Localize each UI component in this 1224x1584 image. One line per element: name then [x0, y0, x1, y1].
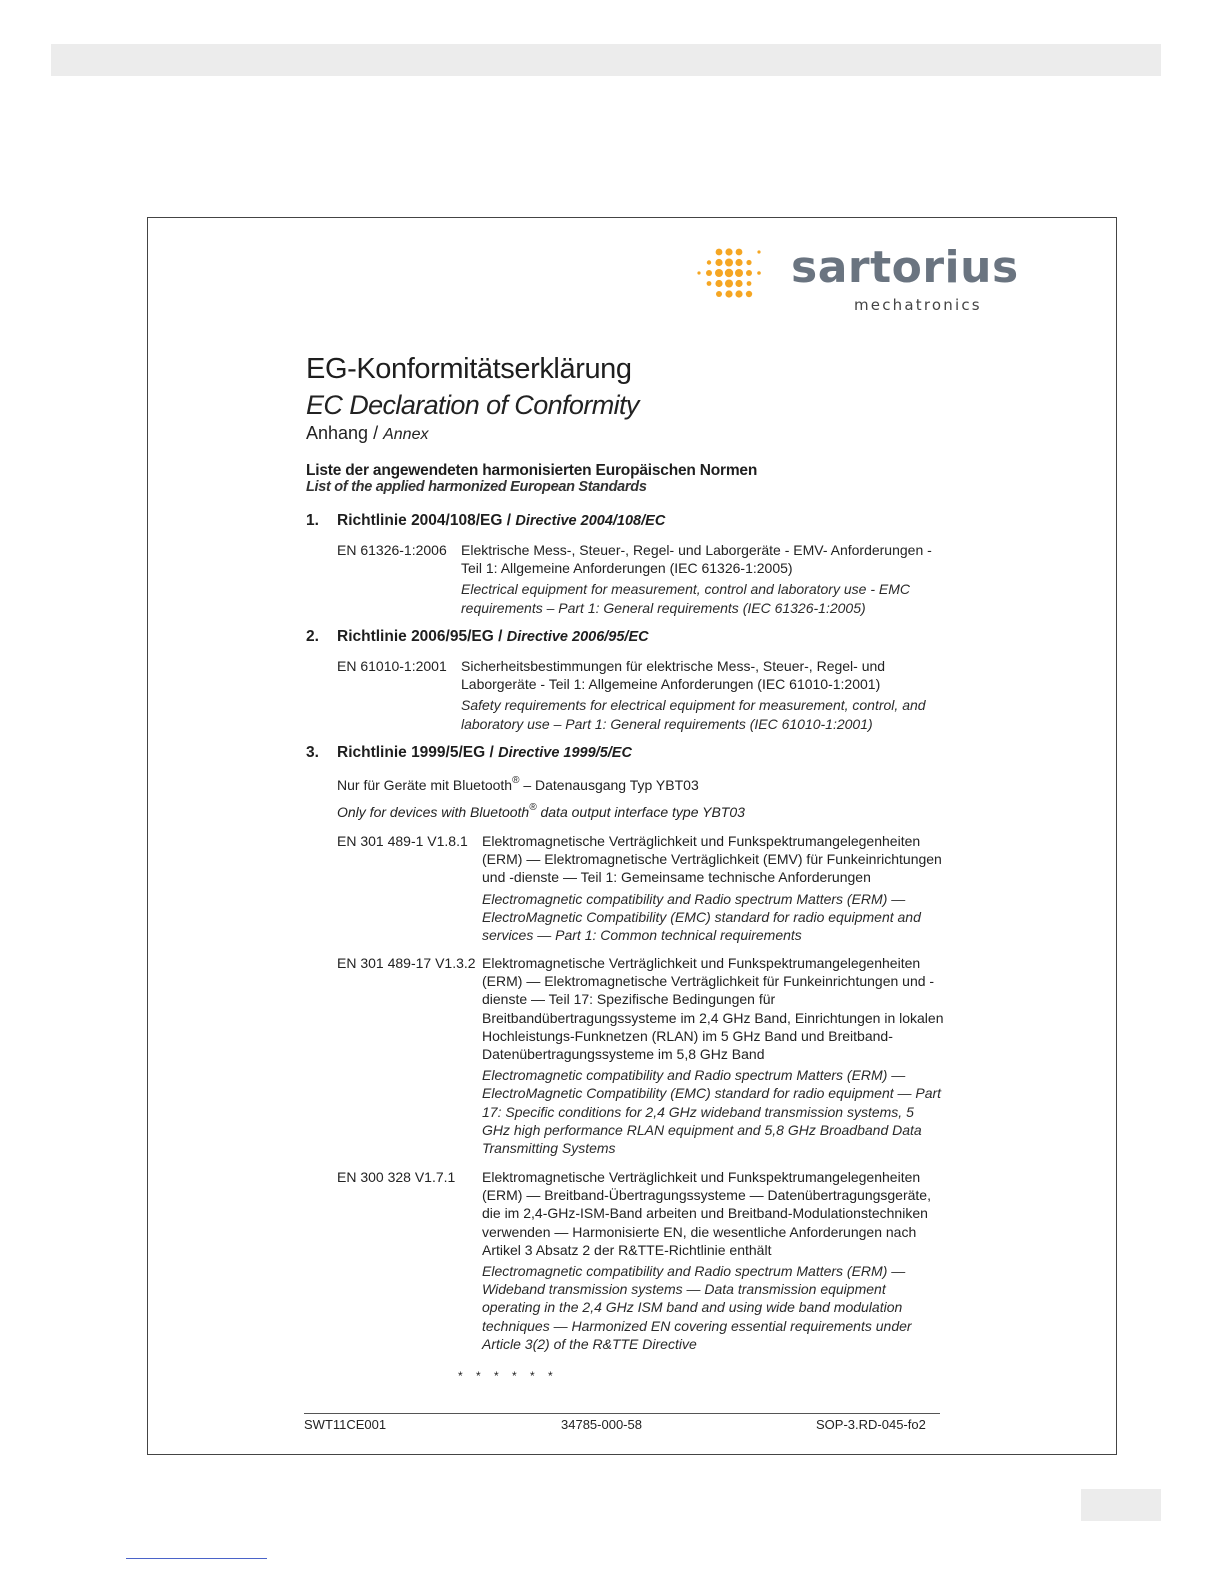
logo-dot — [746, 291, 752, 297]
logo-dot — [715, 259, 722, 266]
footer-center-code: 34785-000-58 — [561, 1417, 642, 1432]
registered-mark: ® — [529, 802, 537, 813]
section-number: 2. — [306, 628, 319, 645]
section-title-english: Directive 2004/108/EC — [515, 513, 666, 529]
standard-code: EN 61010-1:2001 — [337, 658, 447, 674]
bluetooth-note-english: Only for devices with Bluetooth® data output interface type YBT03 — [337, 802, 745, 820]
section-title-english: Directive 1999/5/EC — [498, 745, 632, 761]
logo-dot — [725, 259, 733, 267]
standard-description-english: Electromagnetic compatibility and Radio spectrum Matters (ERM) — Wideband transmission systems — Data transmission equipment operating in the 2,4 GHz ISM band and using wide band modulation techniques — Harmonized EN covering essential requirements under Article 3(2) of the R&TTE Directive — [482, 1263, 912, 1352]
annex-german: Anhang — [306, 423, 369, 443]
sartorius-logo — [693, 242, 1019, 316]
section-heading — [306, 744, 632, 762]
section-title-german: Richtlinie 2004/108/EG — [337, 512, 503, 529]
section-title-english: Directive 2006/95/EC — [506, 629, 649, 645]
section-heading — [306, 512, 665, 530]
logo-name: sartorius — [791, 242, 1019, 293]
section-title-german: Richtlinie 2006/95/EG — [337, 628, 494, 645]
standard-code: EN 61326-1:2006 — [337, 542, 447, 558]
logo-dot — [697, 271, 700, 274]
standard-description — [461, 657, 941, 733]
section-heading — [306, 628, 649, 646]
standard-code: EN 301 489-17 V1.3.2 — [337, 955, 476, 971]
logo-dot — [747, 281, 752, 286]
standard-description-german: Elektromagnetische Verträglichkeit und Funkspektrumangelegenheiten (ERM) — Breitband-Übertragungssysteme — Datenübertragungsgeräte, die im 2,4-GHz-ISM-Band arbeiten und Breitband-Modulationstechniken verwenden — Harmonisierte EN, die wesentliche Anforderungen nach Artikel 3 Absatz 2 der R&TTE-Richtlinie enthält — [482, 1169, 931, 1258]
registered-mark: ® — [512, 775, 520, 786]
standard-description — [482, 832, 944, 944]
logo-dot — [746, 270, 752, 276]
logo-dot — [735, 269, 743, 277]
logo-dot — [725, 280, 733, 288]
annex-separator: / — [373, 423, 379, 443]
footer-rule — [304, 1413, 940, 1414]
footer-right-code: SOP-3.RD-045-fo2 — [816, 1417, 926, 1432]
logo-dot — [706, 270, 712, 276]
end-stars: * * * * * * — [458, 1369, 558, 1383]
footer-link-underline[interactable] — [126, 1558, 267, 1559]
logo-dot — [707, 281, 712, 286]
section-separator: / — [498, 628, 503, 645]
section-number: 1. — [306, 512, 319, 529]
standard-description — [482, 1168, 944, 1353]
standard-description-english: Electromagnetic compatibility and Radio spectrum Matters (ERM) — ElectroMagnetic Compatibility (EMC) standard for radio equipment and services — Part 1: Common technical requirements — [482, 890, 921, 944]
logo-dot — [715, 269, 723, 277]
standard-description-english: Electromagnetic compatibility and Radio spectrum Matters (ERM) — ElectroMagnetic Compatibility (EMC) standard for radio equipment — Part 17: Specific conditions for 2,4 GHz wideband transmission systems, 5 GHz high performance RLAN equipment and 5,8 GHz Broadband Data Transmitting Systems — [482, 1067, 942, 1157]
logo-dot — [746, 260, 751, 265]
standard-description-english: Electrical equipment for measurement, control and laboratory use - EMC requirements – Part 1: General requirements (IEC 61326-1:2005) — [461, 581, 910, 616]
bluetooth-note-german: Nur für Geräte mit Bluetooth® – Datenausgang Typ YBT03 — [337, 775, 699, 793]
title-german: EG-Konformitätserklärung — [306, 353, 632, 385]
standard-description-german: Sicherheitsbestimmungen für elektrische Mess-, Steuer-, Regel- und Laborgeräte - Teil 1: Allgemeine Anforderungen (IEC 61010-1:2001) — [461, 658, 886, 693]
logo-dot — [735, 280, 742, 287]
logo-dot — [736, 249, 743, 256]
logo-dot — [716, 249, 723, 256]
logo-dots-icon — [693, 246, 767, 300]
logo-dot — [735, 259, 742, 266]
page-number-box — [1081, 1489, 1161, 1521]
annex-english: Annex — [383, 426, 429, 443]
standards-list-heading-german: Liste der angewendeten harmonisierten Europäischen Normen — [306, 462, 758, 479]
annex-line — [306, 423, 428, 444]
section-number: 3. — [306, 744, 319, 761]
standard-description-english: Safety requirements for electrical equipment for measurement, control, and laboratory use – Part 1: General requirements (IEC 61010-1:2001) — [461, 697, 926, 732]
logo-dot — [757, 271, 761, 275]
standard-description — [461, 541, 941, 617]
standard-description-german: Elektromagnetische Verträglichkeit und Funkspektrumangelegenheiten (ERM) — Elektromagnetische Verträglichkeit (EMV) für Funkeinrichtungen und -dienste — Teil 1: Gemeinsame technische Anforderungen — [482, 833, 942, 886]
section-title-german: Richtlinie 1999/5/EG — [337, 744, 486, 761]
top-header-bar — [51, 44, 1161, 76]
logo-dot — [757, 250, 760, 253]
logo-dot — [725, 269, 733, 277]
standard-description-german: Elektrische Mess-, Steuer-, Regel- und Laborgeräte - EMV- Anforderungen - Teil 1: Allgemeine Anforderungen (IEC 61326-1:2005) — [461, 542, 932, 577]
title-english: EC Declaration of Conformity — [306, 390, 639, 420]
logo-dot — [716, 291, 722, 297]
logo-dot — [707, 260, 711, 264]
section-separator: / — [489, 744, 494, 761]
standard-code: EN 300 328 V1.7.1 — [337, 1169, 456, 1185]
section-separator: / — [506, 512, 512, 529]
logo-dot — [735, 290, 742, 297]
logo-subtitle: mechatronics — [854, 296, 982, 314]
logo-dot — [715, 280, 722, 287]
standard-description — [482, 954, 944, 1157]
footer-left-code: SWT11CE001 — [304, 1417, 387, 1432]
logo-dot — [725, 290, 732, 297]
standard-code: EN 301 489-1 V1.8.1 — [337, 833, 468, 849]
standard-description-german: Elektromagnetische Verträglichkeit und Funkspektrumangelegenheiten (ERM) — Elektromagnetische Verträglichkeit für Funkeinrichtungen und -dienste — Teil 17: Spezifische Bedingungen für Breitbandübertragungssysteme im 2,4 GHz Band, Einrichtungen in lokalen Hochleistungs-Funknetzen (RLAN) im 5 GHz Band und Breitband-Datenübertragungssysteme im 5,8 GHz Band — [482, 955, 944, 1063]
standards-list-heading-english: List of the applied harmonized European Standards — [306, 479, 647, 495]
logo-dot — [725, 248, 732, 255]
